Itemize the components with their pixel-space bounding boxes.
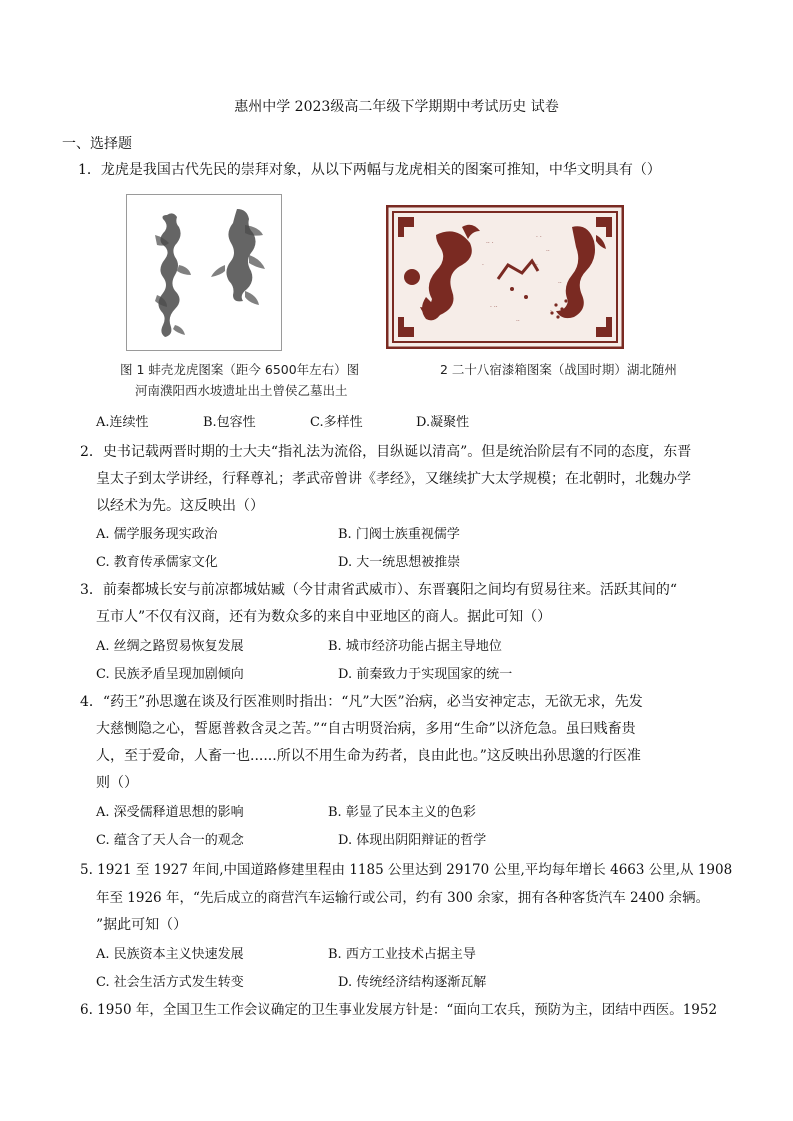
- q5-line3: ”据此可知（）: [96, 917, 188, 933]
- q4-line3: 人，至于爱命，人畜一也......所以不用生命为药者，良由此也。”这反映出孙思邈的行医准: [96, 748, 641, 764]
- q5-option-a[interactable]: A. 民族资本主义快速发展: [96, 947, 244, 962]
- q1-option-c[interactable]: C.多样性: [310, 415, 363, 430]
- q5-line2: 年至 1926 年，“先后成立的商营汽车运输行或公司，约有 300 余家，拥有各种客货汽车 2400 余辆。: [96, 890, 710, 906]
- q2-line1: 2．史书记载两晋时期的士大夫“指礼法为流俗，目纵诞以清高”。但是统治阶层有不同的态度，东晋: [80, 444, 692, 460]
- q2-option-a[interactable]: A. 儒学服务现实政治: [96, 527, 218, 542]
- shell-mosaic-image: [127, 195, 281, 350]
- q4-line1: 4．“药王”孙思邈在谈及行医准则时指出：“凡”大医”治病，必当安神定志，无欲无求，先发: [80, 694, 643, 710]
- q5-option-d[interactable]: D. 传统经济结构逐渐瓦解: [338, 975, 487, 990]
- section-heading: 一、选择题: [62, 136, 132, 152]
- figure-lacquer-box: [386, 205, 624, 349]
- q1-option-b[interactable]: B.包容性: [203, 415, 256, 430]
- q1-stem: 1．龙虎是我国古代先民的崇拜对象，从以下两幅与龙虎相关的图案可推知，中华文明具有（）: [78, 162, 661, 178]
- q2-option-d[interactable]: D. 大一统思想被推崇: [338, 555, 461, 570]
- q5-line1: 5. 1921 至 1927 年间,中国道路修建里程由 1185 公里达到 29170 公里,平均每年增长 4663 公里,从 1908: [80, 862, 733, 878]
- q3-line1: 3．前秦都城长安与前凉都城姑臧（今甘肃省武威市）、东晋襄阳之间均有贸易往来。活跃其间的“: [80, 582, 678, 598]
- q4-line2: 大慈恻隐之心，誓愿普救含灵之苦。”“自古明贤治病，多用“生命”以济危急。虽曰贱畜贵: [96, 721, 636, 737]
- q2-line2: 皇太子到太学讲经，行释尊礼；孝武帝曾讲《孝经》，又继续扩大太学规模；在北朝时，北魏办学: [96, 471, 691, 487]
- q2-line3: 以经术为先。这反映出（）: [96, 498, 264, 514]
- q4-option-a[interactable]: A. 深受儒释道思想的影响: [96, 805, 244, 820]
- svg-text:·· ·: ·· ·: [486, 240, 494, 247]
- figure1-caption-line1: 图 1 蚌壳龙虎图案（距今 6500年左右）图: [120, 362, 360, 377]
- lacquer-pattern-image: [386, 205, 624, 349]
- svg-text:· ··: · ··: [490, 304, 498, 311]
- q5-option-c[interactable]: C. 社会生活方式发生转变: [96, 975, 244, 990]
- svg-text:··: ··: [516, 318, 520, 325]
- q2-option-b[interactable]: B. 门阀士族重视儒学: [338, 527, 460, 542]
- svg-text:·: ·: [550, 308, 552, 315]
- q1-option-d[interactable]: D.凝聚性: [416, 415, 470, 430]
- q5-option-b[interactable]: B. 西方工业技术占据主导: [328, 947, 476, 962]
- q6-line1: 6. 1950 年，全国卫生工作会议确定的卫生事业发展方针是：“面向工农兵，预防为主，团结中西医。1952: [80, 1002, 718, 1018]
- q1-option-a[interactable]: A.连续性: [96, 415, 149, 430]
- q4-option-b[interactable]: B. 彰显了民本主义的色彩: [328, 805, 476, 820]
- q4-option-d[interactable]: D. 体现出阴阳辩证的哲学: [338, 833, 487, 848]
- svg-text:·: ·: [536, 262, 538, 269]
- figure1-caption-line2: 河南濮阳西水坡遗址出土曾侯乙墓出土: [135, 383, 348, 398]
- svg-text:· ·: · ·: [536, 234, 542, 241]
- svg-text:·: ·: [482, 262, 484, 269]
- q3-option-d[interactable]: D. 前秦致力于实现国家的统一: [338, 667, 513, 682]
- q3-option-a[interactable]: A. 丝绸之路贸易恢复发展: [96, 639, 244, 654]
- q3-line2: 互市人”不仅有汉商，还有为数众多的来自中亚地区的商人。据此可知（）: [96, 609, 552, 625]
- figure-shell-dragon-tiger: [126, 194, 282, 351]
- q4-option-c[interactable]: C. 蕴含了天人合一的观念: [96, 833, 244, 848]
- q4-line4: 则（）: [96, 775, 138, 791]
- q3-option-b[interactable]: B. 城市经济功能占据主导地位: [328, 639, 502, 654]
- q3-option-c[interactable]: C. 民族矛盾呈现加剧倾向: [96, 667, 244, 682]
- page-title: 惠州中学 2023级高二年级下学期期中考试历史 试卷: [234, 99, 559, 115]
- svg-text:··: ··: [558, 280, 562, 287]
- q2-option-c[interactable]: C. 教育传承儒家文化: [96, 555, 218, 570]
- svg-text:··: ··: [546, 248, 550, 255]
- figure2-caption: 2 二十八宿漆箱图案（战国时期）湖北随州: [440, 362, 677, 377]
